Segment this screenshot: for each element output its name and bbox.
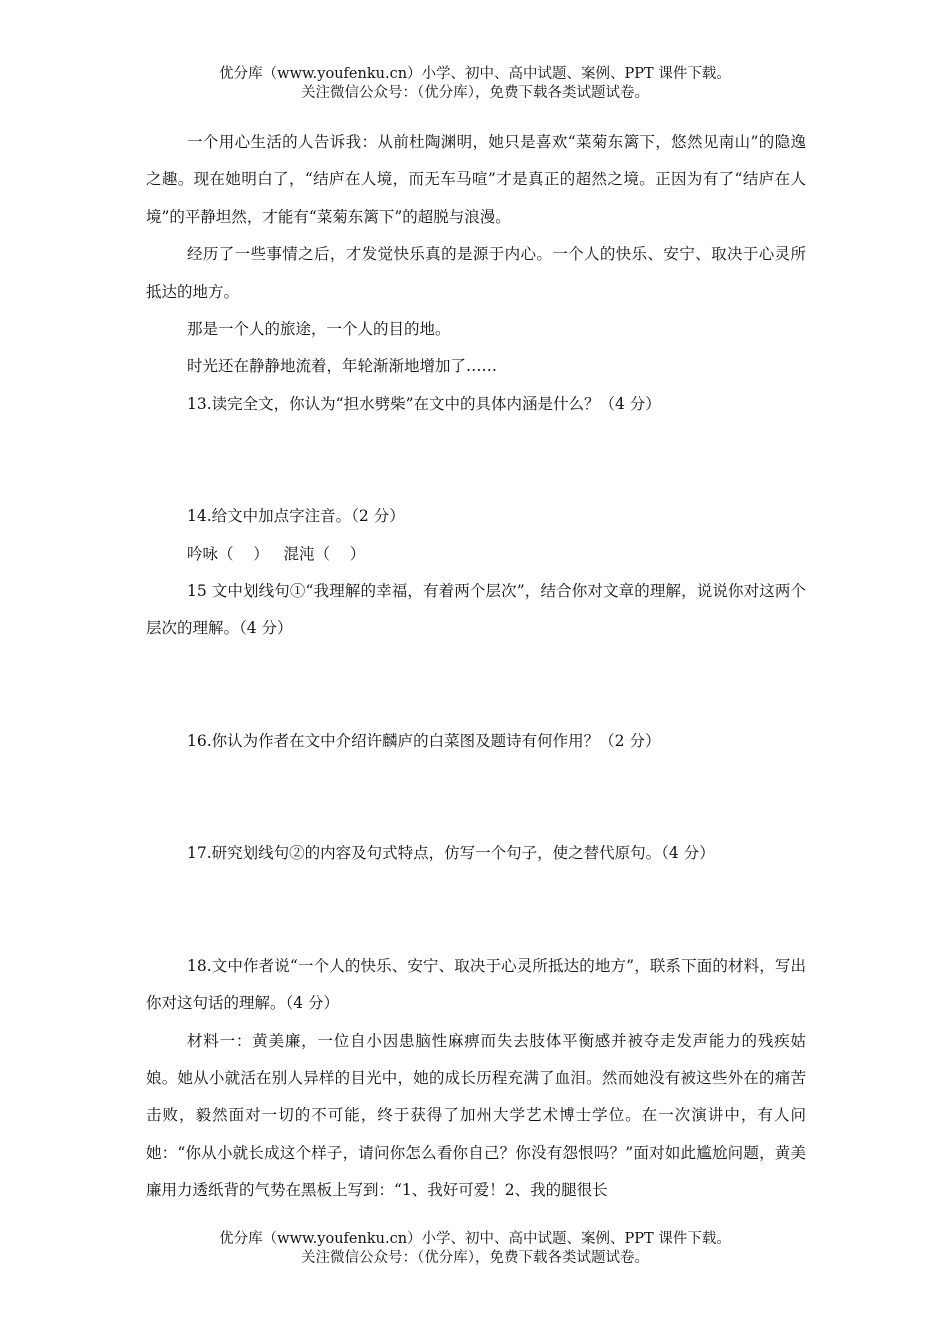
paragraph-2: 经历了一些事情之后，才发觉快乐真的是源于内心。一个人的快乐、安宁、取决于心灵所抵达的地方。 bbox=[146, 245, 806, 301]
question-15: 15 文中划线句①“我理解的幸福，有着两个层次”，结合你对文章的理解，说说你对这两个层次的理解。（4 分） bbox=[146, 582, 806, 638]
page-footer bbox=[0, 1230, 950, 1268]
question-17: 17.研究划线句②的内容及句式特点，仿写一个句子，使之替代原句。（4 分） bbox=[187, 844, 715, 863]
question-13: 13.读完全文，你认为“担水劈柴”在文中的具体内涵是什么？（4 分） bbox=[187, 394, 661, 413]
paragraph-1: 一个用心生活的人告诉我：从前杜陶渊明，她只是喜欢“菜菊东篱下，悠然见南山”的隐逸之趣。现在她明白了，“结庐在人境，而无车马喧”才是真正的超然之境。正因为有了“结庐在人境”的平静坦然，才能有“菜菊东篱下”的超脱与浪漫。 bbox=[146, 133, 806, 226]
header-line-1: 优分库（www.youfenku.cn）小学、初中、高中试题、案例、PPT 课件下载。 bbox=[219, 66, 731, 82]
paragraph-4: 时光还在静静地流着，年轮渐渐地增加了…… bbox=[187, 357, 498, 376]
header-line-2: 关注微信公众号：（优分库），免费下载各类试题试卷。 bbox=[301, 85, 649, 101]
page-header bbox=[0, 65, 950, 103]
question-14-items: 吟咏（ ） 混沌（ ） bbox=[187, 544, 366, 563]
answer-space-17 bbox=[146, 873, 806, 948]
question-14: 14.给文中加点字注音。（2 分） bbox=[187, 507, 405, 526]
answer-space-15 bbox=[146, 648, 806, 723]
footer-line-2: 关注微信公众号：（优分库），免费下载各类试题试卷。 bbox=[301, 1250, 649, 1266]
answer-space-13 bbox=[146, 423, 806, 498]
question-18: 18.文中作者说“一个人的快乐、安宁、取决于心灵所抵达的地方”，联系下面的材料，写出你对这句话的理解。（4 分） bbox=[146, 956, 806, 1013]
material-1: 材料一：黄美廉，一位自小因患脑性麻痹而失去肢体平衡感并被夺走发声能力的残疾姑娘。她从小就活在别人异样的目光中，她的成长历程充满了血泪。然而她没有被这些外在的痛苦击败，毅然面对一切的不可能，终于获得了加州大学艺术博士学位。在一次演讲中，有人问她：“你从小就长成这个样子，请问你怎么看你自己？你没有怨恨吗？”面对如此尴尬问题，黄美廉用力透纸背的气势在黑板上写到：“1、我好可爱！2、我的腿很长 bbox=[146, 1031, 806, 1200]
question-16: 16.你认为作者在文中介绍许麟庐的白菜图及题诗有何作用？（2 分） bbox=[187, 731, 661, 750]
paragraph-3: 那是一个人的旅途，一个人的目的地。 bbox=[187, 320, 451, 339]
answer-space-16 bbox=[146, 760, 806, 835]
footer-line-1: 优分库（www.youfenku.cn）小学、初中、高中试题、案例、PPT 课件下载。 bbox=[219, 1231, 731, 1247]
document-body bbox=[146, 124, 806, 1210]
